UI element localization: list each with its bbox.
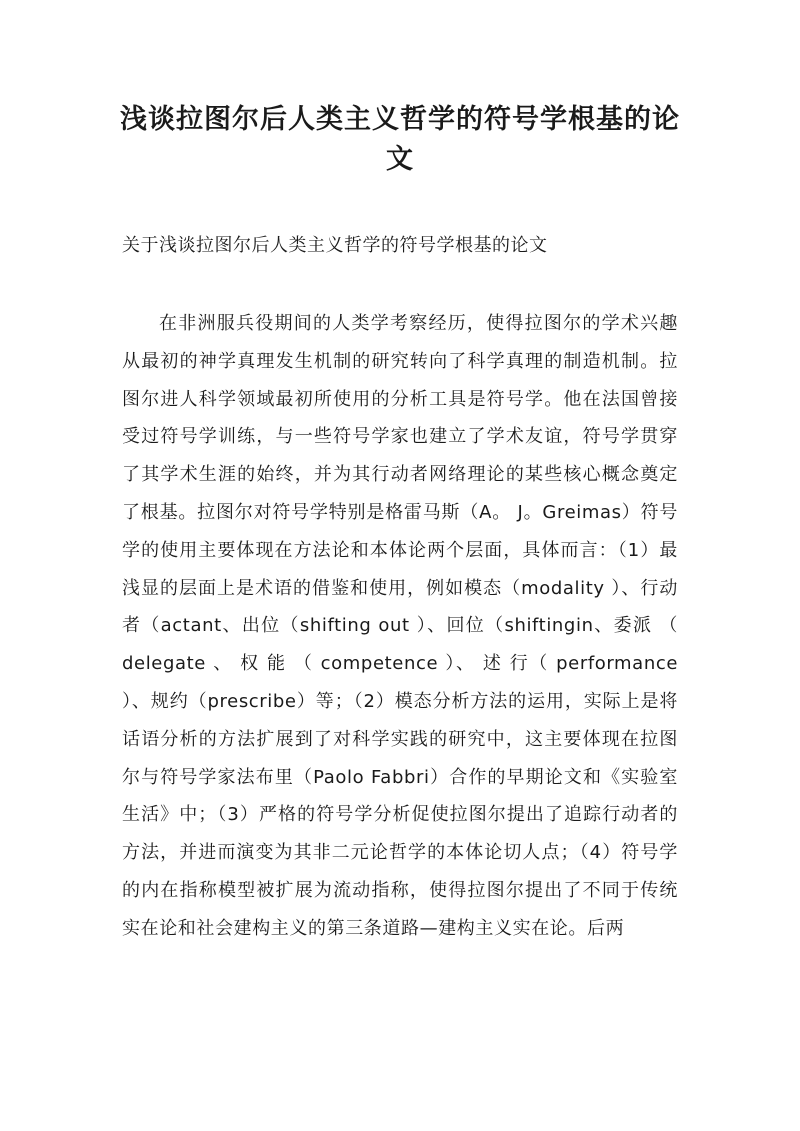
body-paragraph: 在非洲服兵役期间的人类学考察经历，使得拉图尔的学术兴趣从最初的神学真理发生机制的研究转向了科学真理的制造机制。拉图尔进人科学领域最初所使用的分析工具是符号学。他在法国曾接受过符号学训练，与一些符号学家也建立了学术友谊，符号学贯穿了其学术生涯的始终，并为其行动者网络理论的某些核心概念奠定了根基。拉图尔对符号学特别是格雷马斯（A。 J。Greimas）符号学的使用主要体现在方法论和本体论两个层面，具体而言：（1）最浅显的层面上是术语的借鉴和使用，例如模态（modality ）、行动者（actant、出位（shifting out ）、回位（shiftingin、委派 （ delegate 、 权 能 （ competence ）、 述 行（ performance ）、规约（prescribe）等；（2）模态分析方法的运用，实际上是将话语分析的方法扩展到了对科学实践的研究中，这主要体现在拉图尔与符号学家法布里（Paolo Fabbri）合作的早期论文和《实验室生活》中；（3）严格的符号学分析促使拉图尔提出了追踪行动者的方法，并进而演变为其非二元论哲学的本体论切人点；（4）符号学的内在指称模型被扩展为流动指称，使得拉图尔提出了不同于传统实在论和社会建构主义的第三条道路—建构主义实在论。后两 [122, 313, 678, 939]
document-subtitle: 关于浅谈拉图尔后人类主义哲学的符号学根基的论文 [122, 235, 548, 256]
document-title: 浅谈拉图尔后人类主义哲学的符号学根基的论文 [120, 104, 680, 175]
